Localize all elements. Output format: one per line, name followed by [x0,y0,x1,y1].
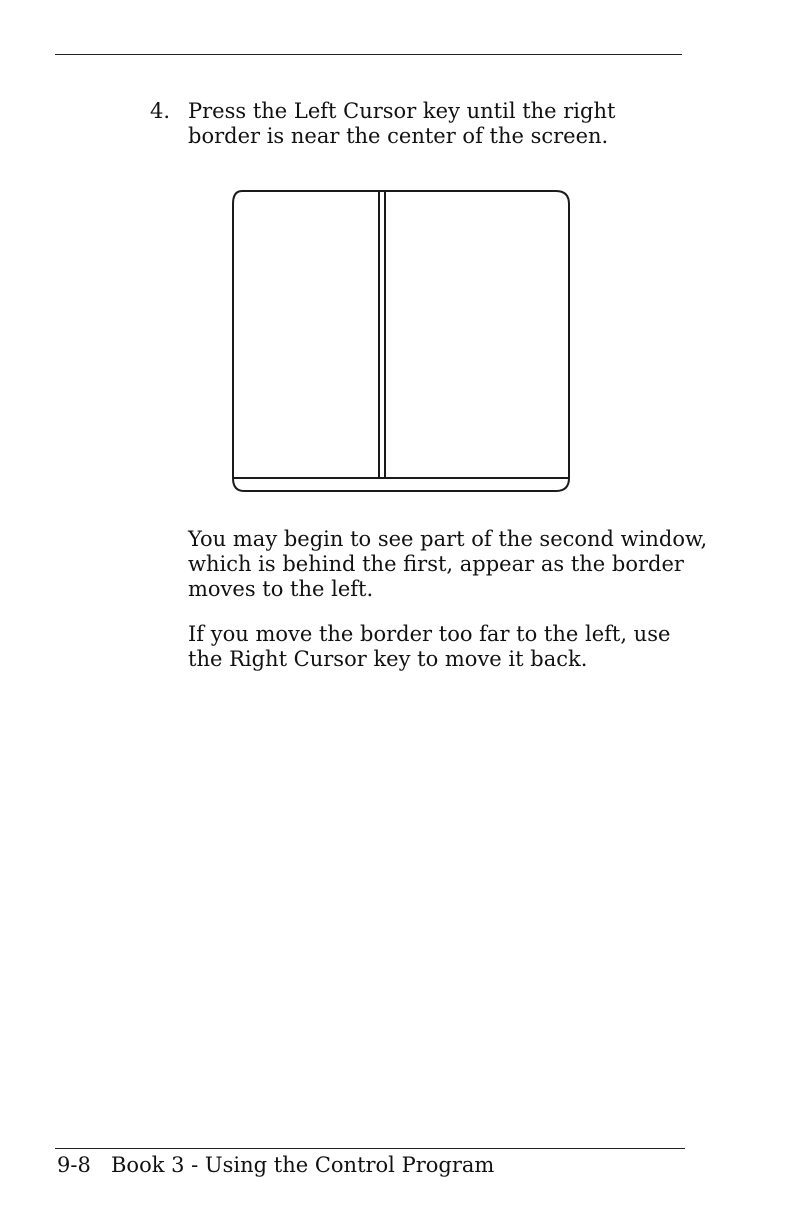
paragraph-second-window: You may begin to see part of the second window, which is behind the first, appear as the border moves to the left. [188,527,708,601]
footer-title: Book 3 - Using the Control Program [111,1153,495,1177]
screen-outline [233,191,569,491]
page-number: 9-8 [57,1153,91,1177]
step-number: 4. [150,99,171,123]
page-footer [57,1153,494,1178]
header-rule [55,54,682,55]
footer-rule [55,1148,685,1149]
screen-diagram [228,188,574,494]
paragraph-move-back: If you move the border too far to the left, use the Right Cursor key to move it back. [188,622,671,671]
step-instruction: Press the Left Cursor key until the right border is near the center of the screen. [188,99,616,148]
